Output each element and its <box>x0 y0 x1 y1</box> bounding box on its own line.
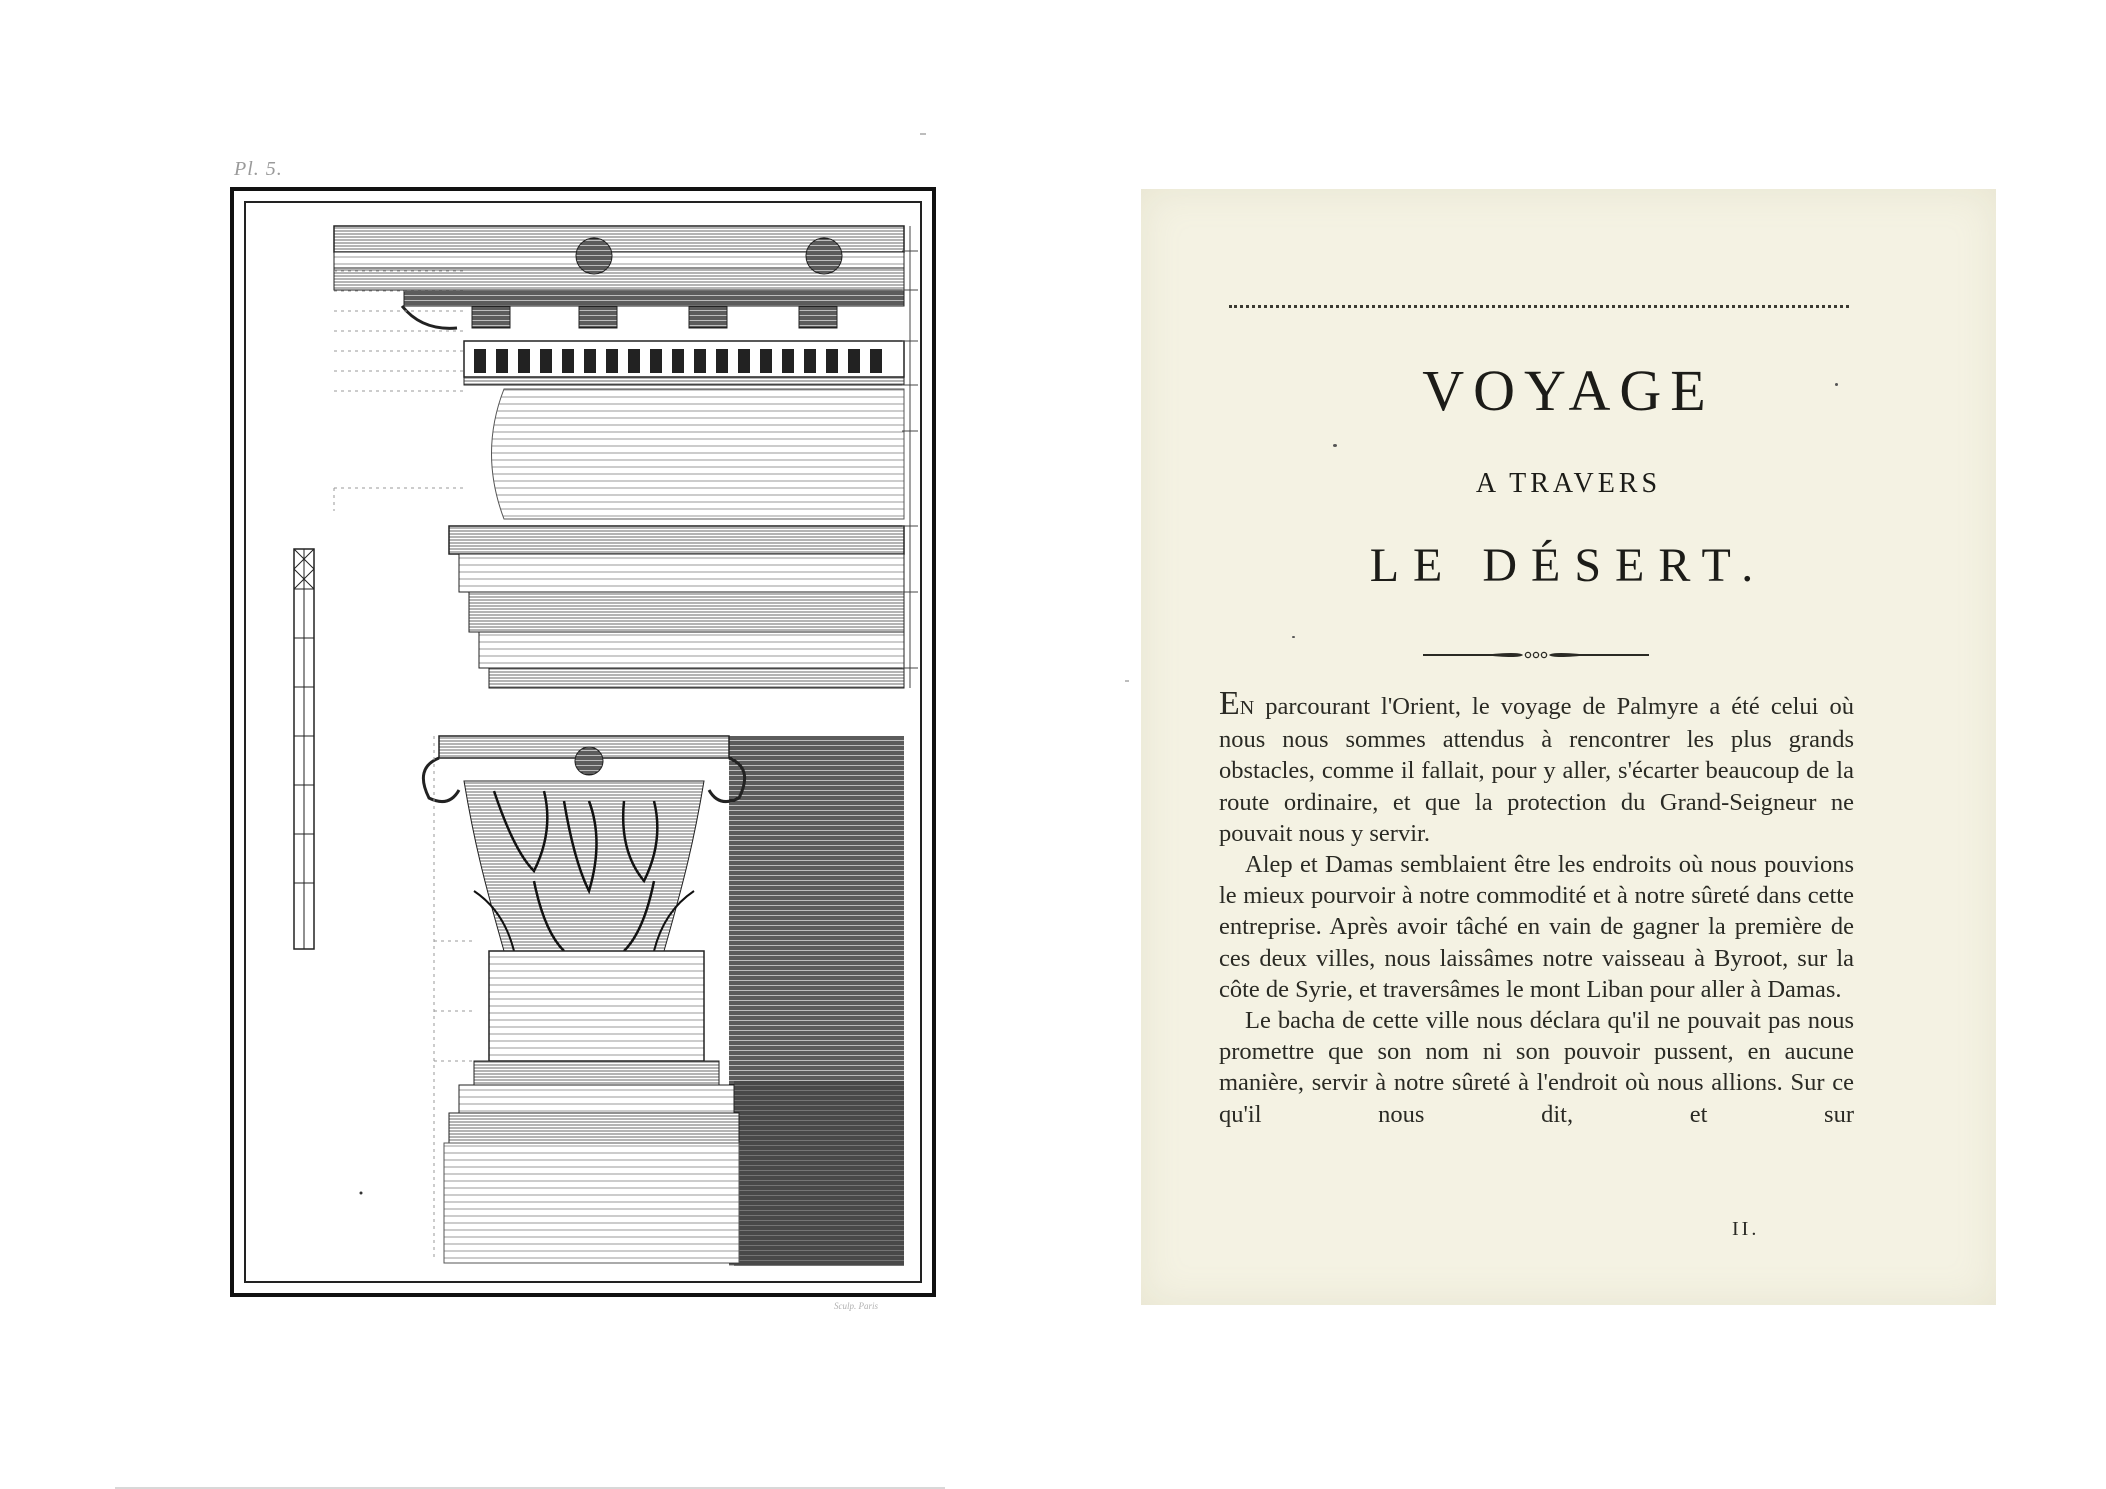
frieze <box>492 389 905 519</box>
corinthian-order-engraving <box>234 191 932 1293</box>
book-page <box>1141 189 1996 1305</box>
title-le-desert: LE DÉSERT. <box>1369 539 1768 592</box>
architrave <box>449 526 904 688</box>
page-speck <box>1292 636 1295 638</box>
scale-bar <box>294 549 314 949</box>
scan-speck <box>920 133 926 135</box>
title-a-travers: A TRAVERS <box>1475 468 1662 499</box>
engraver-signature: Sculp. Paris <box>834 1301 878 1311</box>
paragraph-3: Le bacha de cette ville nous déclara qu'il ne pouvait pas nous promettre que son nom ni son pouvoir pussent, en aucune manière, servir à notre sûreté à l'endroit où nous allions. Sur ce qu'il nous dit, et sur <box>1219 1007 1854 1128</box>
header-dotted-rule <box>1229 305 1849 308</box>
ornamental-divider <box>1423 648 1649 662</box>
cornice <box>334 226 904 328</box>
body-text <box>1219 685 1854 1130</box>
page-speck <box>1835 383 1838 386</box>
title-voyage: VOYAGE <box>1422 358 1715 423</box>
signature-mark: II. <box>1732 1218 1760 1240</box>
small-cap: N <box>1239 697 1255 719</box>
drop-cap: E <box>1219 685 1240 722</box>
scan-speck <box>1125 680 1129 682</box>
dentil-band <box>464 341 904 385</box>
shadow-wall-lower <box>734 1081 904 1266</box>
engraving-plate <box>230 187 936 1297</box>
corinthian-capital <box>423 736 744 951</box>
plate-label: Pl. 5. <box>234 158 283 180</box>
page-speck <box>1333 444 1337 447</box>
paragraph-2: Alep et Damas semblaient être les endroits où nous pouvions le mieux pourvoir à notre commodité et à notre sûreté dans cette entreprise. Après avoir tâché en vain de gagner la première de ces deux villes, nous laissâmes notre vaisseau à Byroot, sur la côte de Syrie, et traversâmes le mont Liban pour aller à Damas. <box>1219 851 1854 1003</box>
plate-speck <box>360 1192 363 1195</box>
pedestal <box>444 951 739 1263</box>
paragraph-1-text: parcourant l'Orient, le voyage de Palmyre a été celui où nous nous sommes attendus à rencontrer les plus grands obstacles, comme il fallait, pour y aller, s'écarter beaucoup de la route ordinaire, et que la protection du Grand-Seigneur ne pouvait nous y servir. <box>1219 693 1854 847</box>
guide-lines <box>334 271 464 511</box>
paragraph-1 <box>1219 685 1854 849</box>
